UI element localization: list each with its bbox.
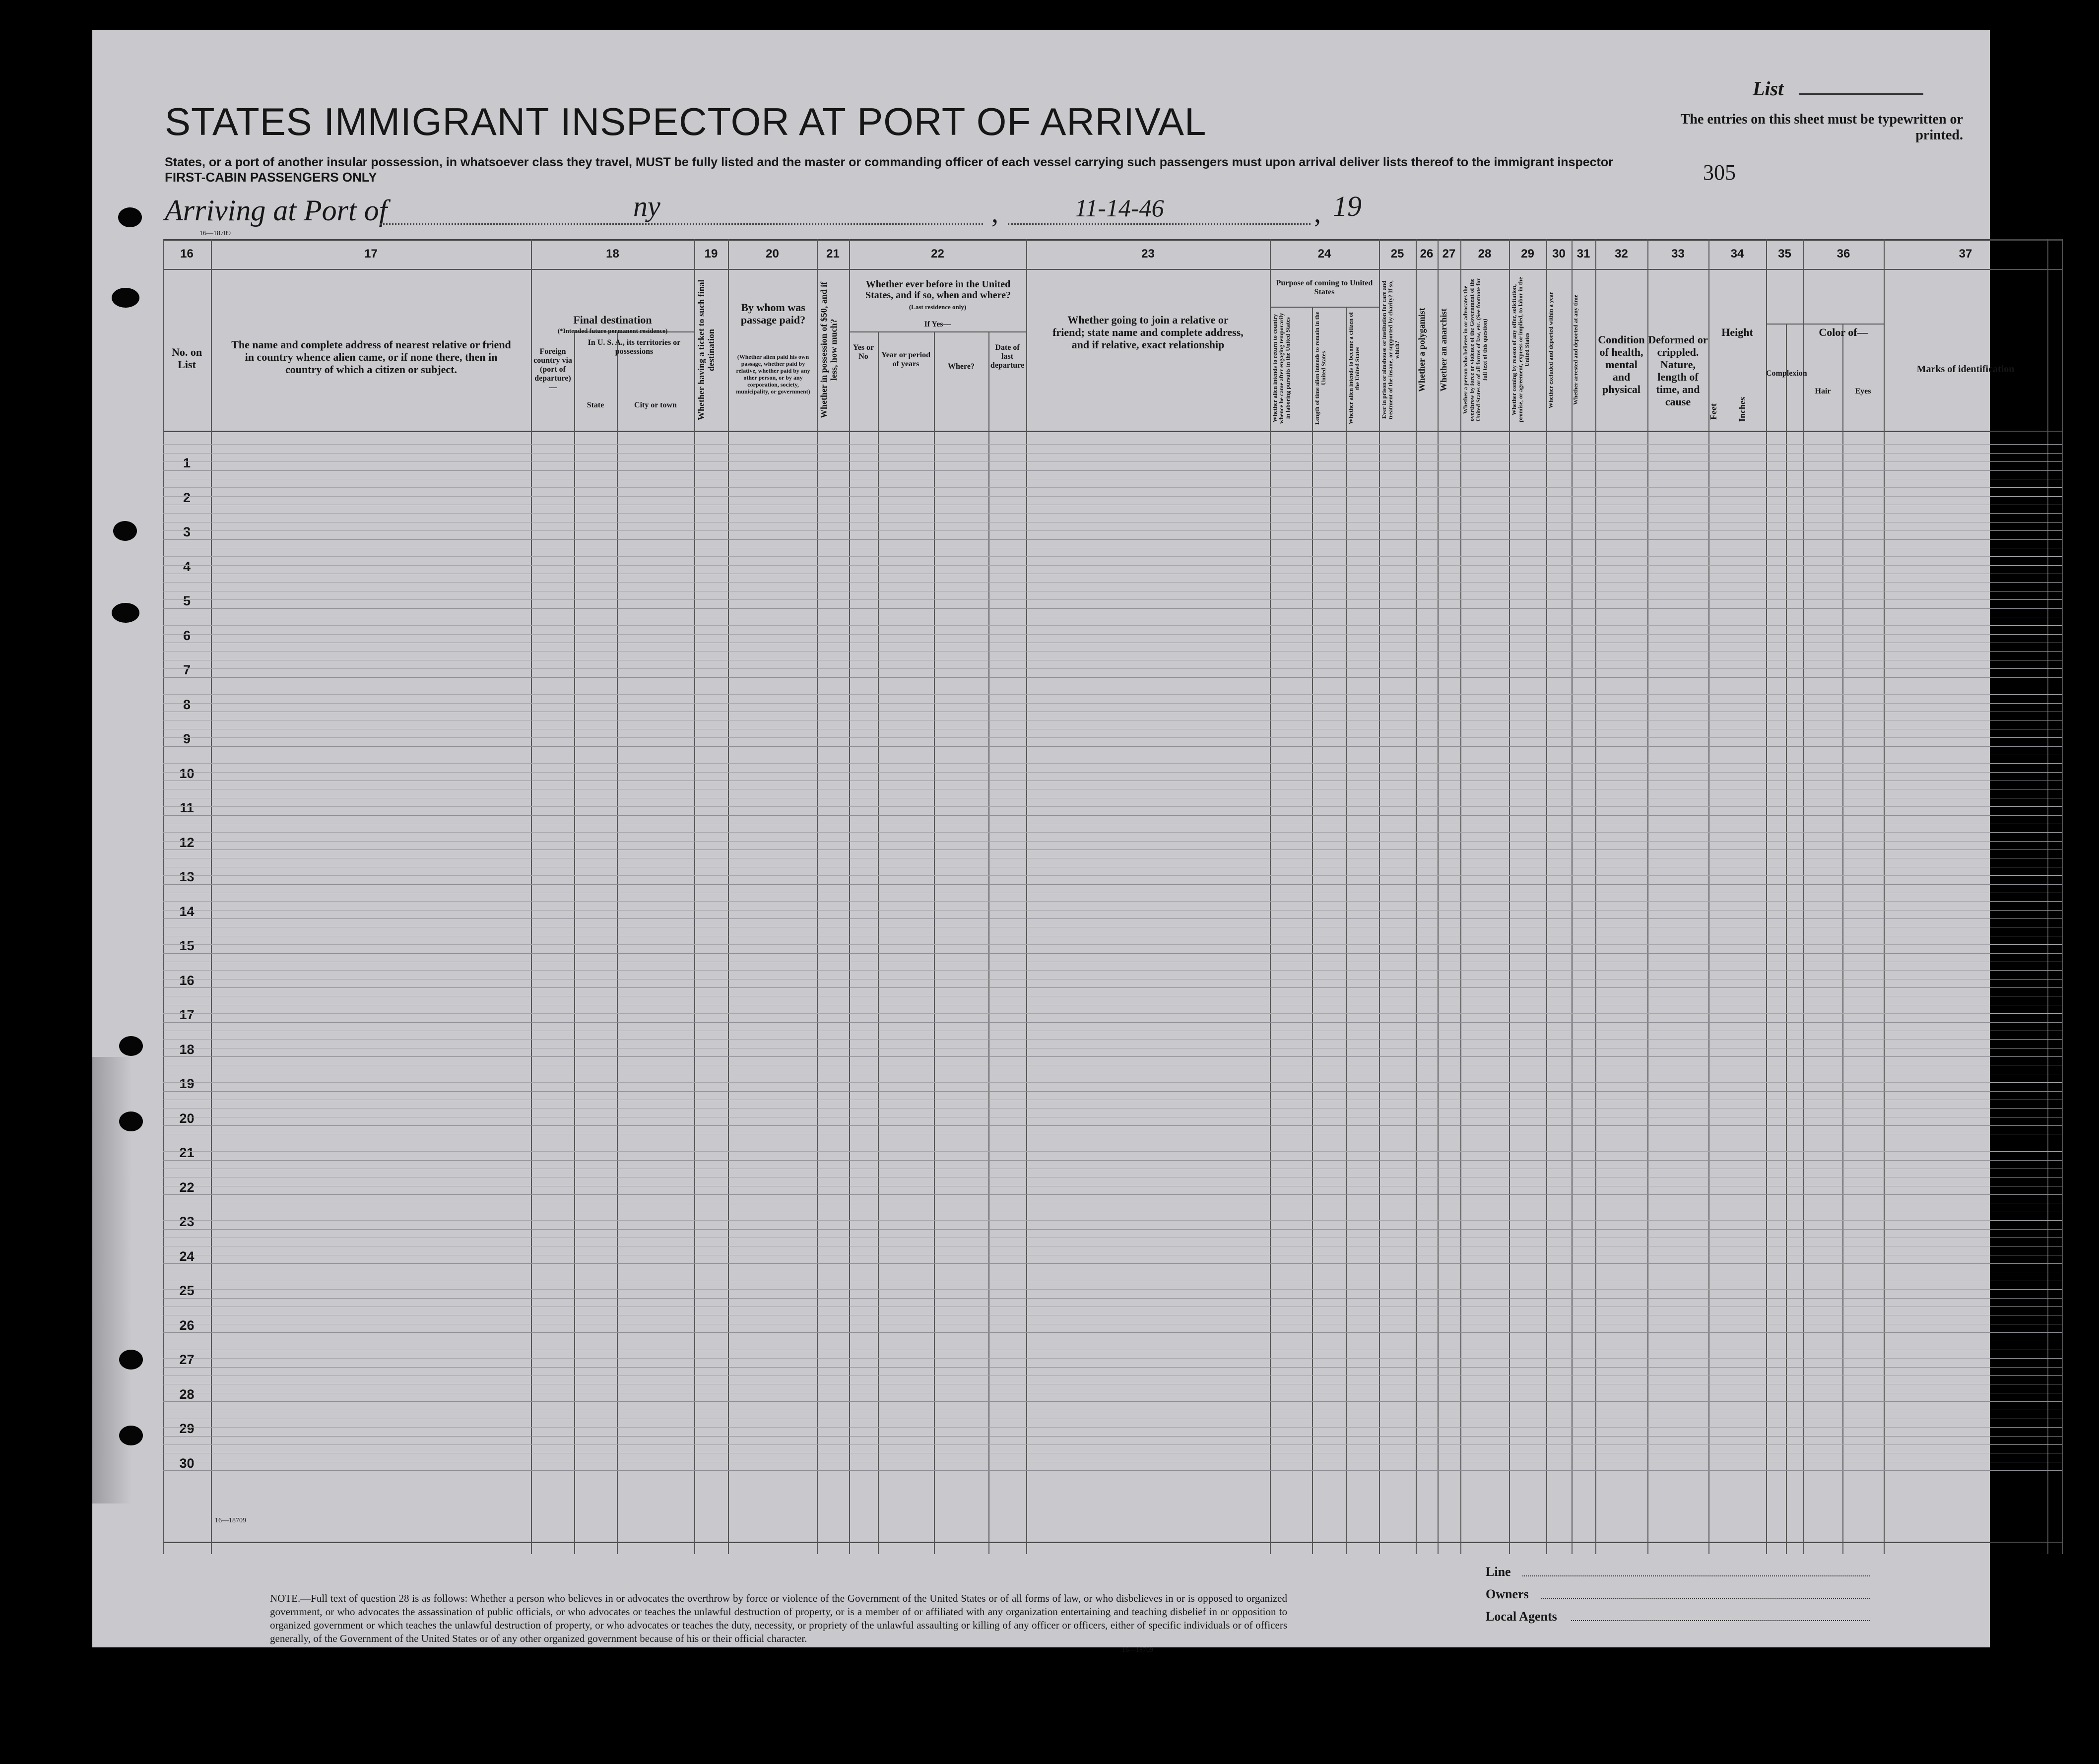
period-header: Year or period of years — [881, 351, 930, 368]
date-blank-line — [1008, 223, 1311, 225]
ruling-line — [163, 1289, 2062, 1290]
ruling-line — [163, 979, 2062, 980]
row-number: 3 — [183, 524, 191, 539]
row-number: 10 — [179, 766, 195, 781]
yes-no-header: Yes or No — [853, 343, 874, 361]
header-final-destination: Final destination — [573, 314, 652, 326]
ruling-line — [163, 1091, 2062, 1092]
binding-hole — [119, 1111, 143, 1131]
header-passage-paid: By whom was passage paid? — [740, 301, 806, 326]
ruling-line — [163, 832, 2062, 833]
ruling-line — [163, 668, 2062, 669]
arriving-label: Arriving at Port of — [165, 194, 388, 227]
list-label: List — [1753, 77, 1784, 100]
row-number: 23 — [179, 1214, 195, 1229]
entries-note: The entries on this sheet must be typewritten or printed. — [1680, 112, 1963, 143]
ruling-line — [163, 487, 2062, 488]
binding-hole — [119, 1036, 143, 1056]
ruling-line — [163, 608, 2062, 609]
ruling-line — [163, 953, 2062, 954]
owners-blank — [1541, 1598, 1870, 1599]
ruling-line — [163, 1194, 2062, 1195]
row-number: 11 — [180, 800, 194, 815]
ruling-line — [163, 599, 2062, 600]
column-number: 30 — [1552, 247, 1566, 261]
form-code-lower: 16—18709 — [215, 1517, 246, 1524]
agents-label: Local Agents — [1486, 1609, 1557, 1624]
header-prison: Ever in prison or almshouse or institution for care and treatment of the insane, or supported by charity? If so, which? — [1380, 280, 1400, 419]
ruling-line — [163, 1436, 2062, 1437]
header-complexion: Complexion — [1766, 369, 1807, 378]
binding-hole — [113, 521, 137, 541]
ruling-line — [163, 513, 2062, 514]
ruling-line — [163, 815, 2062, 816]
row-number: 8 — [183, 697, 191, 712]
row-number: 15 — [179, 938, 195, 953]
row-number: 20 — [179, 1111, 195, 1126]
sheet-number: 305 — [1703, 160, 1736, 185]
ruling-line — [163, 970, 2062, 971]
binding-hole — [112, 603, 139, 623]
line-label: Line — [1486, 1565, 1511, 1579]
header-polygamist: Whether a polygamist — [1417, 308, 1427, 392]
feet-header: Feet — [1708, 403, 1718, 420]
date-handwritten: 11-14-46 — [1075, 194, 1164, 222]
header-arrested: Whether arrested and deported at any time — [1572, 294, 1579, 405]
ruling-line — [163, 1470, 2062, 1471]
manifest-table — [163, 239, 2062, 1554]
port-blank-line — [380, 223, 983, 225]
ruling-line — [163, 496, 2062, 497]
row-number: 12 — [179, 835, 195, 850]
header-deformed: Deformed or crippled. Nature, length of time, and cause — [1648, 333, 1708, 408]
header-excluded: Whether excluded and deported within a year — [1547, 291, 1554, 408]
header-health: Condition of health, mental and physical — [1598, 333, 1645, 395]
row-number: 7 — [183, 662, 191, 677]
comma-mark: , — [991, 198, 998, 229]
header-no-on-list: No. on List — [171, 346, 202, 371]
footnote: NOTE.—Full text of question 28 is as follows: Whether a person who believes in or advocates the overthrow by force or violence of the Government of the United States or of all forms of law, or who disbelieves in or is opposed to organized government, or who advocates the assassination of public officials, or who advocates or teaches the unlawful destruction of property, or is a member of or affiliated with any organization entertaining and teaching disbelief in or opposition to organized government or which teaches the unlawful destruction of property, or who advocates or teaches the duty, necessity, or propriety of the unlawful assaulting or killing of any officer or officers, either of specific individuals or of officers generally, of the Government of the United States or of any other organized government because of his or their official character. — [270, 1592, 1287, 1644]
ruling-line — [163, 703, 2062, 704]
line-blank — [1522, 1575, 1870, 1576]
ruling-line — [163, 1332, 2062, 1333]
port-handwritten: ny — [633, 190, 660, 222]
column-number: 21 — [826, 247, 840, 261]
ruling-line — [163, 453, 2062, 454]
list-blank-line — [1799, 93, 1923, 95]
column-number: 22 — [931, 247, 944, 261]
header-marks: Marks of identification — [1916, 364, 2015, 375]
ruling-line — [163, 1108, 2062, 1109]
ruling-line — [163, 522, 2062, 523]
row-number: 27 — [179, 1352, 195, 1367]
header-overthrow: Whether a person who believes in or advocates the overthrow by force or violence of the Government of the United States or of all forms of law, etc. (See footnote for full text of this question) — [1462, 278, 1488, 422]
header-join-relative: Whether going to join a relative or friend; state name and complete address, and if relative, exact relationship — [1052, 314, 1244, 351]
binding-hole — [119, 1350, 143, 1370]
ruling-line — [163, 556, 2062, 557]
final-destination-note: (*Intended future permanent residence) — [557, 327, 668, 334]
ruling-line — [163, 806, 2062, 807]
ruling-line — [163, 1444, 2062, 1445]
row-number: 17 — [179, 1007, 195, 1022]
class-line: FIRST-CABIN PASSENGERS ONLY — [165, 170, 377, 185]
column-number: 29 — [1521, 247, 1534, 261]
inches-header: Inches — [1737, 397, 1747, 422]
column-number: 32 — [1615, 247, 1628, 261]
ruling-line — [163, 918, 2062, 919]
ruling-line — [163, 1229, 2062, 1230]
header-nearest-relative: The name and complete address of nearest relative or friend in country whence alien came, or if none there, then in country of which a citizen or subject. — [231, 338, 511, 376]
header-labor-offer: Whether coming by reason of any offer, solicitation, promise, or agreement, express or implied, to labor in the United States — [1510, 277, 1530, 423]
row-number: 21 — [179, 1145, 195, 1160]
row-number: 30 — [179, 1455, 195, 1471]
ruling-line — [163, 625, 2062, 626]
ruling-line — [163, 1125, 2062, 1126]
ruling-line — [163, 1151, 2062, 1152]
header-color: Color of— — [1819, 326, 1868, 338]
ruling-line — [163, 763, 2062, 764]
ruling-line — [163, 910, 2062, 911]
row-number: 13 — [179, 869, 195, 884]
ruling-line — [163, 1367, 2062, 1368]
header-anarchist: Whether an anarchist — [1439, 308, 1448, 392]
row-number: 28 — [179, 1386, 195, 1402]
ruling-line — [163, 1298, 2062, 1299]
in-usa-header: In U. S. A., its territories or possessions — [588, 338, 681, 356]
column-number: 35 — [1778, 247, 1791, 261]
ruling-line — [163, 651, 2062, 652]
ruling-line — [163, 884, 2062, 885]
column-number: 34 — [1730, 247, 1744, 261]
column-number: 31 — [1576, 247, 1590, 261]
row-number: 22 — [179, 1179, 195, 1195]
city-header: City or town — [634, 401, 677, 409]
row-number: 19 — [179, 1076, 195, 1091]
header-fifty-dollars: Whether in possession of $50, and if less, how much? — [819, 281, 839, 418]
ruling-line — [163, 565, 2062, 566]
ruling-line — [163, 1375, 2062, 1376]
ruling-line — [163, 539, 2062, 540]
header-ticket: Whether having a ticket to such final destination — [696, 279, 716, 420]
ruling-line — [163, 1022, 2062, 1023]
ruling-line — [163, 677, 2062, 678]
ruling-line — [163, 1013, 2062, 1014]
ruling-line — [163, 987, 2062, 988]
header-ever-before: Whether ever before in the United States, and if so, when and where? — [865, 279, 1011, 301]
row-number: 29 — [179, 1421, 195, 1436]
ruling-line — [163, 1082, 2062, 1083]
comma-mark: , — [1314, 198, 1321, 229]
purpose-citizen-header: Whether alien intends to become a citizen of the United States — [1347, 312, 1361, 425]
ruling-line — [163, 1401, 2062, 1402]
foreign-country-header: Foreign country via (port of departure)— — [533, 347, 572, 392]
ruling-line — [163, 530, 2062, 531]
column-number: 25 — [1390, 247, 1404, 261]
row-number: 25 — [179, 1283, 195, 1298]
header-height: Height — [1721, 326, 1753, 338]
passage-paid-note: (Whether alien paid his own passage, whether paid by relative, whether paid by any other person, or by any corporation, society, municipality, or government) — [736, 353, 810, 395]
row-number: 18 — [179, 1042, 195, 1057]
column-number: 23 — [1141, 247, 1155, 261]
row-number: 24 — [179, 1248, 195, 1264]
ruling-line — [163, 1220, 2062, 1221]
row-number: 5 — [183, 593, 191, 608]
column-number: 19 — [704, 247, 718, 261]
row-number: 4 — [183, 559, 191, 574]
ruling-line — [163, 461, 2062, 462]
header-purpose: Purpose of coming to United States — [1276, 279, 1373, 296]
last-departure-header: Date of last departure — [990, 343, 1025, 370]
column-number: 37 — [1959, 247, 1972, 261]
row-number: 26 — [179, 1317, 195, 1333]
ruling-line — [163, 1358, 2062, 1359]
column-number: 28 — [1478, 247, 1492, 261]
ruling-line — [163, 1427, 2062, 1428]
ruling-line — [163, 944, 2062, 945]
column-number: 16 — [180, 247, 194, 261]
eyes-header: Eyes — [1855, 387, 1871, 395]
purpose-return-header: Whether alien intends to return to country whence he came after engaging temporarily in laboring pursuits in the United States — [1271, 313, 1291, 424]
binding-hole — [119, 1426, 143, 1445]
form-code-note: 16—18709 — [1122, 1646, 1153, 1654]
ruling-line — [163, 1160, 2062, 1161]
binding-hole — [112, 288, 139, 308]
column-number: 20 — [766, 247, 779, 261]
column-number: 26 — [1420, 247, 1434, 261]
row-number: 6 — [183, 628, 191, 643]
where-header: Where? — [948, 362, 975, 371]
ruling-line — [163, 849, 2062, 850]
row-number: 9 — [183, 731, 191, 746]
intro-text: States, or a port of another insular possession, in whatsoever class they travel, MUST be fully listed and the master or commanding officer of each vessel carrying such passengers must upon arrival deliver lists thereof to the immigrant inspector — [165, 155, 1613, 169]
ruling-line — [163, 841, 2062, 842]
ruling-line — [163, 737, 2062, 738]
ruling-line — [163, 875, 2062, 876]
row-number: 14 — [179, 904, 195, 919]
ruling-line — [163, 772, 2062, 773]
binding-hole — [118, 207, 142, 227]
hair-header: Hair — [1815, 387, 1831, 395]
ruling-line — [163, 1263, 2062, 1264]
owners-label: Owners — [1486, 1587, 1529, 1601]
column-number: 36 — [1837, 247, 1850, 261]
ruling-line — [163, 694, 2062, 695]
manifest-sheet — [92, 30, 2015, 1654]
column-number: 24 — [1317, 247, 1331, 261]
row-number: 16 — [179, 973, 195, 988]
ruling-line — [163, 1056, 2062, 1057]
ruling-line — [163, 901, 2062, 902]
agents-blank — [1571, 1620, 1870, 1621]
column-number: 17 — [364, 247, 378, 261]
column-number: 33 — [1671, 247, 1685, 261]
row-number: 2 — [183, 490, 191, 505]
ever-before-note: (Last residence only) — [909, 303, 967, 311]
ruling-line — [163, 1039, 2062, 1040]
ruling-line — [163, 582, 2062, 583]
year-prefix: 19 — [1333, 190, 1362, 222]
ruling-line — [163, 746, 2062, 747]
column-number: 27 — [1442, 247, 1456, 261]
if-yes-header: If Yes— — [924, 320, 951, 328]
ruling-line — [163, 470, 2062, 471]
column-number: 18 — [606, 247, 619, 261]
page-title: STATES IMMIGRANT INSPECTOR AT PORT OF ARRIVAL — [165, 100, 1207, 143]
ruling-line — [163, 444, 2062, 445]
ruling-line — [163, 634, 2062, 635]
state-header: State — [587, 401, 604, 409]
form-code: 16—18709 — [199, 230, 231, 237]
row-number: 1 — [183, 456, 191, 470]
purpose-length-header: Length of time alien intends to remain in the United States — [1313, 312, 1327, 425]
